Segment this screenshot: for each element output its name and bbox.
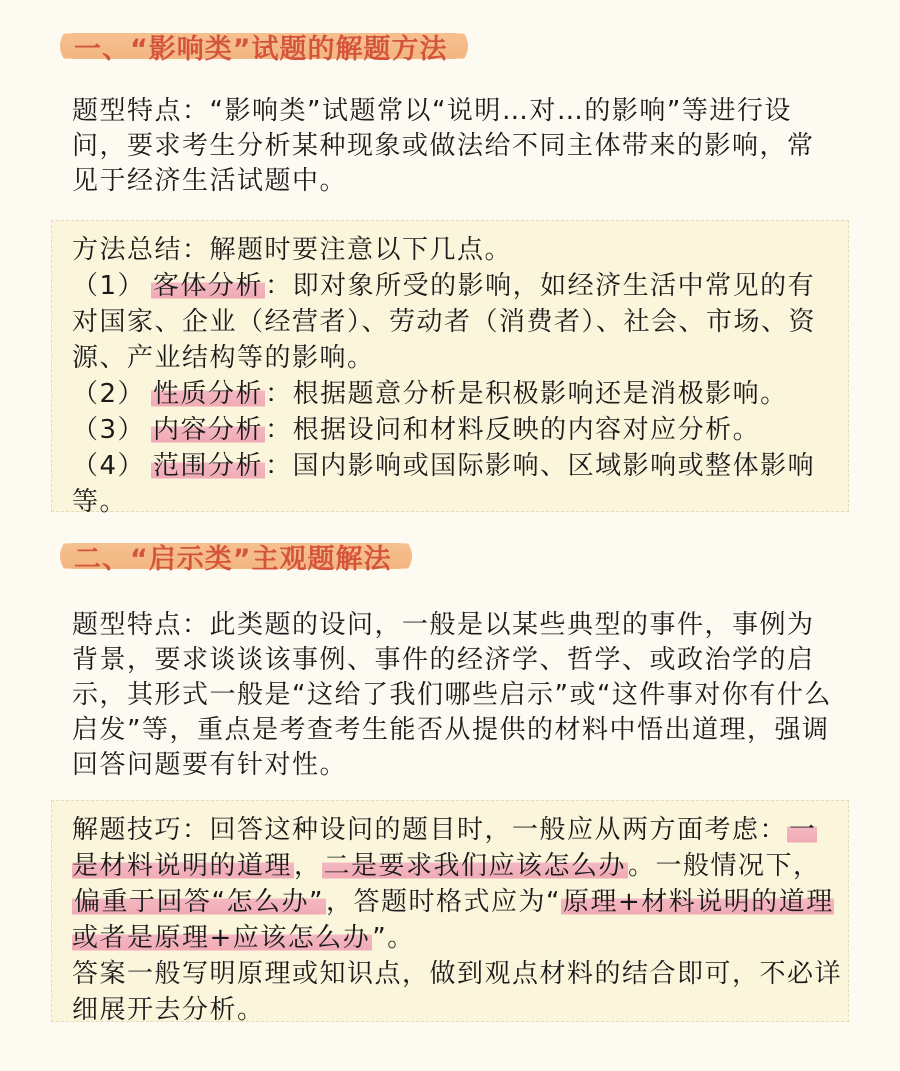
method-item-1-number: （1） — [72, 271, 146, 301]
tips-highlight-4: 原理+材料说明的道理或者是原理+应该怎么办 — [72, 887, 834, 953]
section-2-title-text: 二、“启示类”主观题解法 — [74, 543, 392, 575]
section-1-feature-paragraph: 题型特点：“影响类”试题常以“说明…对…的影响”等进行设问，要求考生分析某种现象或做法给不同主体带来的影响，常见于经济生活试题中。 — [72, 96, 815, 196]
section-2-feature-paragraph: 题型特点：此类题的设问，一般是以某些典型的事件，事例为背景，要求谈谈该事例、事件的经济学、哲学、或政治学的启示，其形式一般是“这给了我们哪些启示”或“这件事对你有什么启发”等，重点是考查考生能否从提供的材料中悟出道理，强调回答问题要有针对性。 — [72, 610, 832, 780]
tips-end: ”。 — [372, 923, 415, 953]
solving-tips-paragraph — [72, 812, 842, 956]
method-item-2 — [72, 376, 842, 412]
method-item-3-text: ：根据设问和材料反映的内容对应分析。 — [265, 415, 761, 445]
method-item-1-text: ：即对象所受的影响，如经济生活中常见的有对国家、企业（经营者）、劳动者（消费者）、社会、市场、资源、产业结构等的影响。 — [72, 271, 817, 373]
method-item-1-key: 客体分析 — [153, 271, 264, 301]
tips-highlight-3: 偏重于回答“怎么办” — [74, 887, 324, 917]
method-item-2-key: 性质分析 — [153, 379, 264, 409]
method-item-2-text: ：根据题意分析是积极影响还是消极影响。 — [265, 379, 788, 409]
tips-highlight-1: 一是材料说明的道理 — [72, 815, 817, 881]
section-1-title-text: 一、“影响类”试题的解题方法 — [74, 33, 448, 65]
method-item-2-number: （2） — [72, 379, 146, 409]
method-item-3-number: （3） — [72, 415, 146, 445]
method-item-4-text: ：国内影响或国际影响、区域影响或整体影响等。 — [72, 451, 816, 517]
tips-highlight-2: 二是要求我们应该怎么办 — [323, 851, 627, 881]
method-item-3-key: 内容分析 — [153, 415, 264, 445]
tips-separator: ， — [294, 851, 322, 881]
method-item-4-number: （4） — [72, 451, 146, 481]
method-item-4-key: 范围分析 — [153, 451, 264, 481]
method-item-4 — [72, 448, 842, 520]
method-intro: 方法总结：解题时要注意以下几点。 — [72, 235, 513, 265]
solving-tips-content — [72, 812, 842, 1028]
tips-middle: 。一般情况下， — [628, 851, 821, 881]
section-2-title — [60, 534, 412, 578]
method-item-3 — [72, 412, 842, 448]
tips-last-paragraph: 答案一般写明原理或知识点，做到观点材料的结合即可，不必详细展开去分析。 — [72, 959, 843, 1025]
section-1-title — [60, 24, 468, 68]
method-item-1 — [72, 268, 842, 376]
tips-middle-2: ，答题时格式应为“ — [325, 887, 561, 917]
method-summary-content — [72, 232, 842, 520]
tips-lead: 解题技巧：回答这种设问的题目时，一般应从两方面考虑： — [72, 815, 788, 845]
